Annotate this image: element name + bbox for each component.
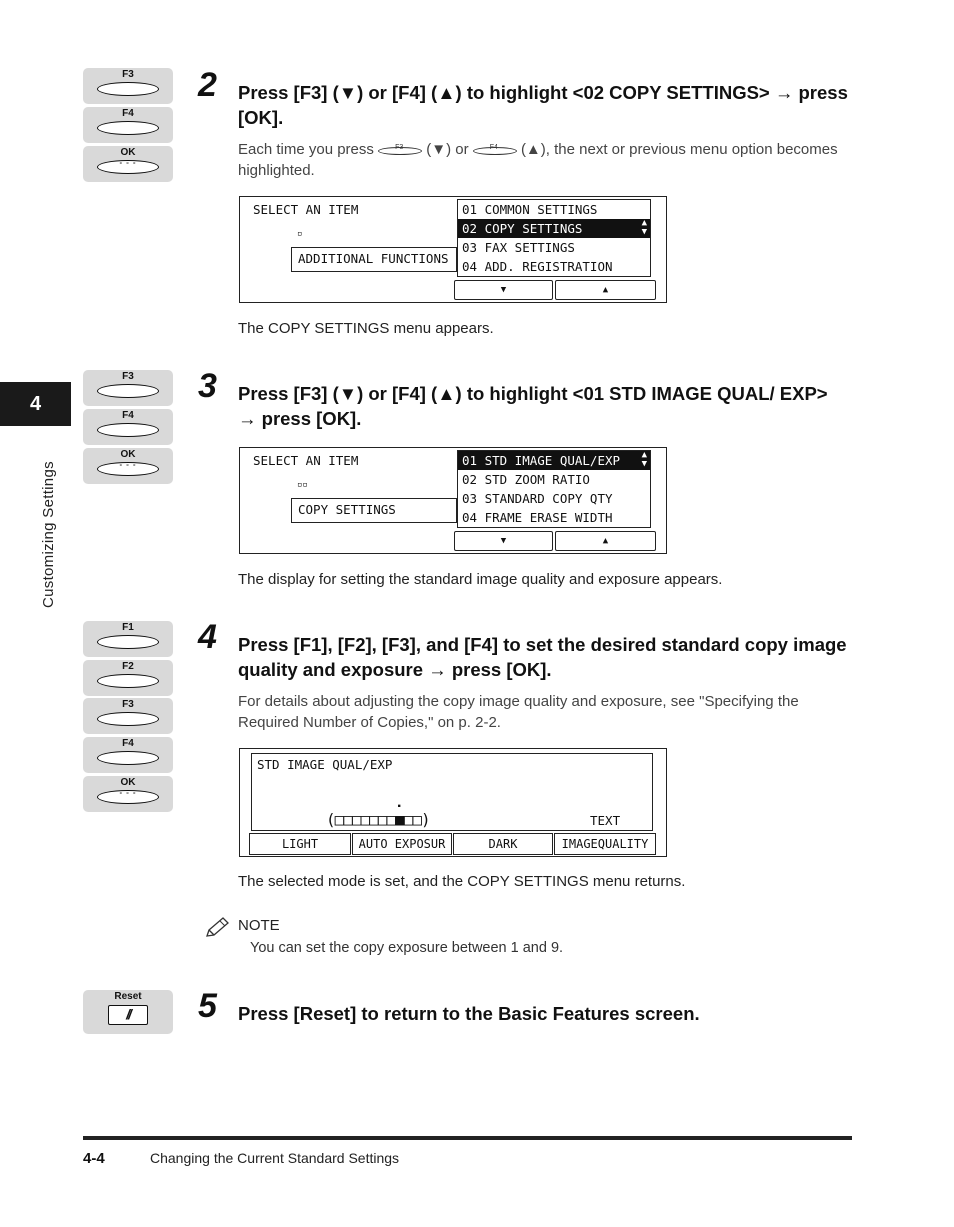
f3-key-icon: F3 xyxy=(83,698,173,734)
pencil-note-icon xyxy=(204,916,232,938)
reset-key-icon: Reset // xyxy=(83,990,173,1034)
up-arrow-button[interactable]: ▲ xyxy=(555,531,656,551)
step-description: For details about adjusting the copy image quality and exposure, see "Specifying the Required Number of Copies," on p. 2-2. xyxy=(238,693,799,731)
lcd-display xyxy=(239,447,667,554)
f3-key-icon: F3 xyxy=(83,68,173,104)
lcd-header: STD IMAGE QUAL/EXP xyxy=(257,757,393,772)
down-arrow-button[interactable]: ▼ xyxy=(454,531,553,551)
exposure-current-marker-icon: ■ xyxy=(398,803,401,808)
f3-key-icon: F3 xyxy=(83,370,173,406)
step-caption: The COPY SETTINGS menu appears. xyxy=(238,320,494,337)
step-number: 3 xyxy=(198,367,217,405)
step-caption: The display for setting the standard image quality and exposure appears. xyxy=(238,571,723,588)
menu-item-selected[interactable]: 02 COPY SETTINGS ▲ ▼ xyxy=(458,219,650,238)
image-mode-label: TEXT xyxy=(590,813,621,828)
f4-key-icon: F4 xyxy=(83,737,173,773)
step-title: Press [F3] (▼) or [F4] (▲) to highlight <02 COPY SETTINGS> → press [OK]. xyxy=(238,82,848,128)
down-arrow-button[interactable]: ▼ xyxy=(454,280,553,300)
step-number: 4 xyxy=(198,618,217,656)
step-number: 5 xyxy=(198,987,217,1025)
lcd-header: SELECT AN ITEM xyxy=(253,202,359,217)
scroll-arrows-icon: ▲ ▼ xyxy=(641,450,647,469)
ok-key-icon: OK ° ° ° xyxy=(83,448,173,484)
note-text: You can set the copy exposure between 1 and 9. xyxy=(250,940,564,956)
menu-item[interactable]: 03 FAX SETTINGS xyxy=(462,240,575,255)
up-arrow-button[interactable]: ▲ xyxy=(555,280,656,300)
menu-item[interactable]: 04 ADD. REGISTRATION xyxy=(462,259,613,274)
footer-rule xyxy=(83,1136,852,1140)
lcd-display xyxy=(239,748,667,857)
light-button[interactable]: LIGHT xyxy=(249,833,351,855)
menu-item[interactable]: 04 FRAME ERASE WIDTH xyxy=(462,510,613,525)
inline-f4-key-icon: F4 xyxy=(473,143,517,157)
step-title: Press [F1], [F2], [F3], and [F4] to set the desired standard copy image quality and exposure → press [OK]. xyxy=(238,634,847,680)
auto-exposure-button[interactable]: AUTO EXPOSUR xyxy=(352,833,452,855)
menu-item[interactable]: 01 COMMON SETTINGS xyxy=(462,202,598,217)
step-title: Press [F3] (▼) or [F4] (▲) to highlight <01 STD IMAGE QUAL/ EXP> → press [OK]. xyxy=(238,383,828,429)
f2-key-icon: F2 xyxy=(83,660,173,696)
lcd-display xyxy=(239,196,667,303)
f1-key-icon: F1 xyxy=(83,621,173,657)
lcd-parent-menu-box: COPY SETTINGS xyxy=(291,498,457,523)
menu-item-selected[interactable]: 01 STD IMAGE QUAL/EXP ▲ ▼ xyxy=(458,451,650,470)
exposure-scale: (□□□□□□□■□□) xyxy=(326,810,430,829)
step-title: Press [Reset] to return to the Basic Features screen. xyxy=(238,1003,700,1024)
step-number: 2 xyxy=(198,66,217,104)
scroll-arrows-icon: ▲ ▼ xyxy=(641,218,647,237)
lcd-menu-list xyxy=(457,450,651,528)
lcd-menu-list xyxy=(457,199,651,277)
step-description: Each time you press F3 (▼) or F4 (▲), the next or previous menu option becomes highlighted. xyxy=(238,141,838,179)
inline-f3-key-icon: F3 xyxy=(378,143,422,157)
chapter-side-label: Customizing Settings xyxy=(40,461,57,608)
breadcrumb-icon: ▫ xyxy=(297,229,303,239)
f4-key-icon: F4 xyxy=(83,409,173,445)
breadcrumb-icon: ▫▫ xyxy=(297,480,308,490)
f4-key-icon: F4 xyxy=(83,107,173,143)
image-quality-button[interactable]: IMAGEQUALITY xyxy=(554,833,656,855)
lcd-header: SELECT AN ITEM xyxy=(253,453,359,468)
ok-key-icon: OK ° ° ° xyxy=(83,146,173,182)
chapter-tab: 4 xyxy=(0,382,71,426)
note-label: NOTE xyxy=(238,917,280,934)
dark-button[interactable]: DARK xyxy=(453,833,553,855)
page-number: 4-4 xyxy=(83,1150,105,1167)
ok-key-icon: OK ° ° ° xyxy=(83,776,173,812)
step-caption: The selected mode is set, and the COPY SETTINGS menu returns. xyxy=(238,873,686,890)
menu-item[interactable]: 02 STD ZOOM RATIO xyxy=(462,472,590,487)
lcd-parent-menu-box: ADDITIONAL FUNCTIONS xyxy=(291,247,457,272)
menu-item[interactable]: 03 STANDARD COPY QTY xyxy=(462,491,613,506)
footer-title: Changing the Current Standard Settings xyxy=(150,1150,400,1166)
